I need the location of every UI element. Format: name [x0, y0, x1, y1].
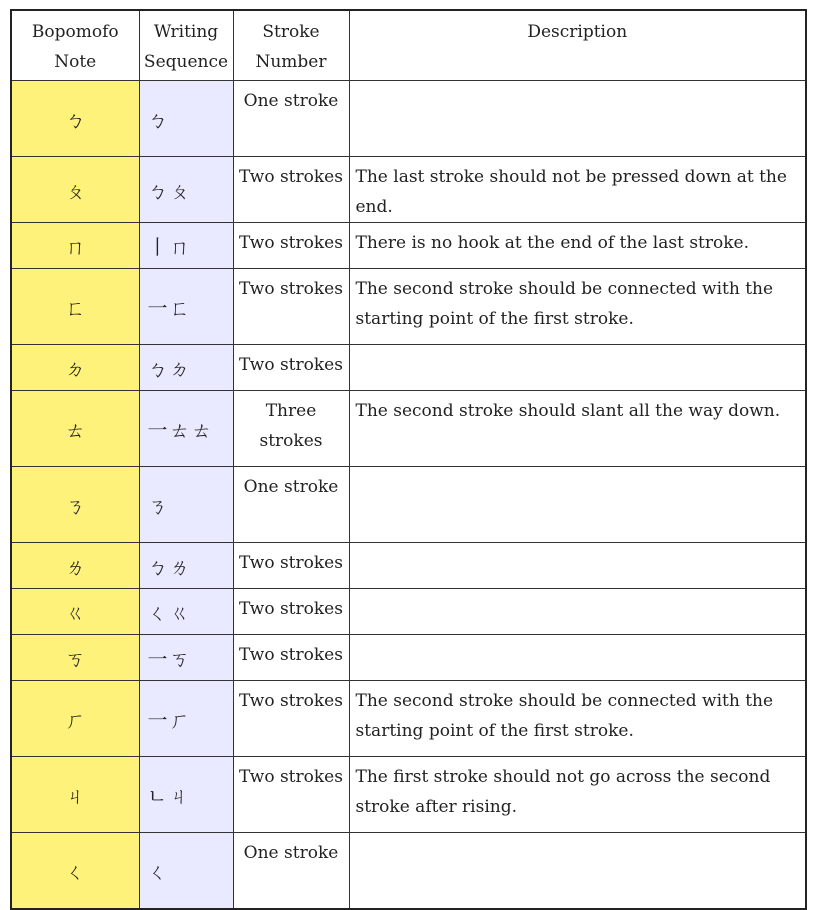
stroke-cell: One stroke — [233, 832, 349, 909]
table-row — [11, 344, 806, 390]
description-cell: The second stroke should slant all the way down. — [349, 390, 806, 466]
note-cell: ㄐ — [11, 756, 139, 832]
sequence-cell: 一ㄊㄊ — [139, 390, 233, 466]
note-cell: ㄎ — [11, 634, 139, 680]
description-cell — [349, 466, 806, 542]
description-cell: The first stroke should not go across the second stroke after rising. — [349, 756, 806, 832]
stroke-cell: Two strokes — [233, 268, 349, 344]
stroke-cell: Two strokes — [233, 756, 349, 832]
sequence-cell: 一ㄎ — [139, 634, 233, 680]
description-cell: The second stroke should be connected with the starting point of the first stroke. — [349, 680, 806, 756]
note-cell: ㄍ — [11, 588, 139, 634]
note-cell: ㄇ — [11, 222, 139, 268]
stroke-cell: Two strokes — [233, 344, 349, 390]
sequence-cell: 丨ㄇ — [139, 222, 233, 268]
stroke-cell: Two strokes — [233, 588, 349, 634]
table-row — [11, 680, 806, 756]
description-cell: The second stroke should be connected with the starting point of the first stroke. — [349, 268, 806, 344]
stroke-cell: One stroke — [233, 80, 349, 156]
sequence-cell: 一ㄈ — [139, 268, 233, 344]
bopomofo-table-container — [10, 9, 807, 910]
stroke-cell: One stroke — [233, 466, 349, 542]
stroke-cell: Two strokes — [233, 222, 349, 268]
stroke-cell: Three strokes — [233, 390, 349, 466]
sequence-cell: ㄅㄆ — [139, 156, 233, 222]
stroke-cell: Two strokes — [233, 542, 349, 588]
description-cell: There is no hook at the end of the last stroke. — [349, 222, 806, 268]
description-cell — [349, 344, 806, 390]
note-cell: ㄋ — [11, 466, 139, 542]
sequence-cell: ㄴㄐ — [139, 756, 233, 832]
sequence-cell: ㄅ — [139, 80, 233, 156]
table-row — [11, 222, 806, 268]
sequence-cell: ㄋ — [139, 466, 233, 542]
note-cell: ㄉ — [11, 344, 139, 390]
note-cell: ㄑ — [11, 832, 139, 909]
table-row — [11, 634, 806, 680]
description-cell: The last stroke should not be pressed down at the end. — [349, 156, 806, 222]
stroke-cell: Two strokes — [233, 634, 349, 680]
bopomofo-table — [10, 9, 807, 910]
sequence-cell: ㄅㄉ — [139, 344, 233, 390]
note-cell: ㄈ — [11, 268, 139, 344]
note-cell: ㄌ — [11, 542, 139, 588]
note-cell: ㄅ — [11, 80, 139, 156]
table-row — [11, 156, 806, 222]
header-description: Description — [349, 10, 806, 80]
description-cell — [349, 832, 806, 909]
table-row — [11, 832, 806, 909]
table-row — [11, 756, 806, 832]
note-cell: ㄆ — [11, 156, 139, 222]
description-cell — [349, 634, 806, 680]
note-cell: ㄏ — [11, 680, 139, 756]
description-cell — [349, 542, 806, 588]
description-cell — [349, 80, 806, 156]
stroke-cell: Two strokes — [233, 680, 349, 756]
note-cell: ㄊ — [11, 390, 139, 466]
header-stroke-number: Stroke Number — [233, 10, 349, 80]
table-row — [11, 390, 806, 466]
table-row — [11, 268, 806, 344]
sequence-cell: 一ㄏ — [139, 680, 233, 756]
description-cell — [349, 588, 806, 634]
header-row — [11, 10, 806, 80]
sequence-cell: ㄑ — [139, 832, 233, 909]
sequence-cell: ㄅㄌ — [139, 542, 233, 588]
header-sequence: Writing Sequence — [139, 10, 233, 80]
header-note: Bopomofo Note — [11, 10, 139, 80]
table-row — [11, 466, 806, 542]
sequence-cell: ㄑㄍ — [139, 588, 233, 634]
table-row — [11, 588, 806, 634]
table-row — [11, 80, 806, 156]
stroke-cell: Two strokes — [233, 156, 349, 222]
table-row — [11, 542, 806, 588]
